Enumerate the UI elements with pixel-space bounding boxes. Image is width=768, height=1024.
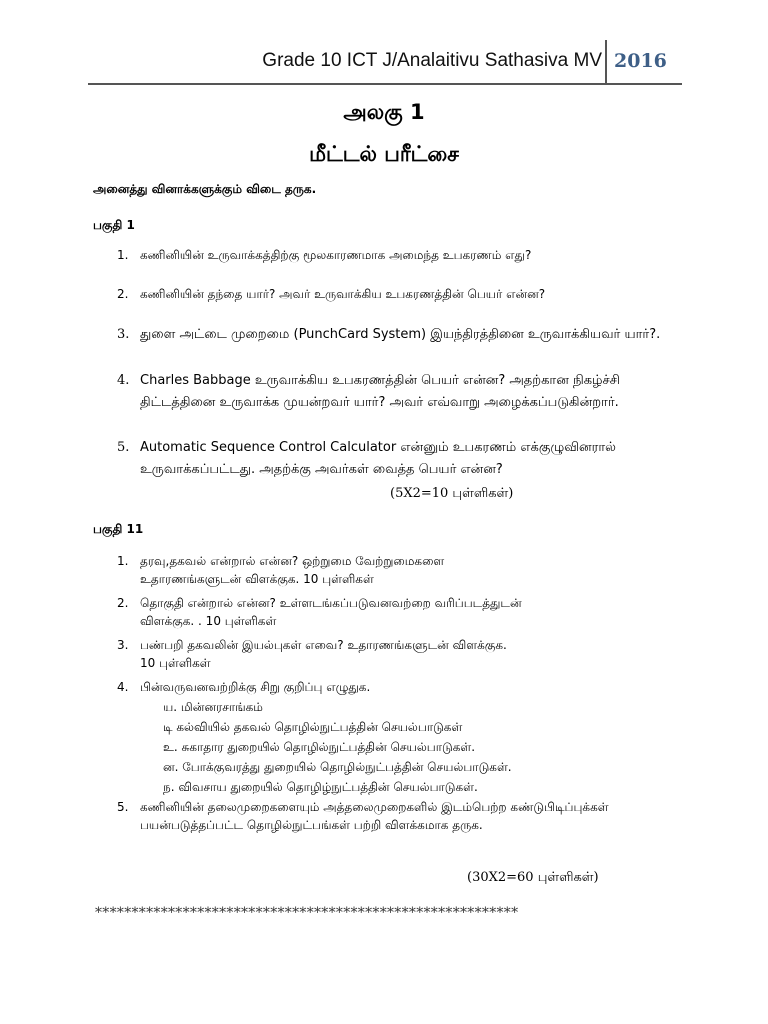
question-line: தரவு,தகவல் என்றால் என்ன? ஒற்றுமை வேற்றுமைகளை bbox=[140, 554, 445, 568]
footer-stars: ********************************************************** bbox=[95, 905, 519, 921]
section2-marks: (30X2=60 புள்ளிகள்) bbox=[467, 870, 599, 885]
section1-question-1 bbox=[117, 246, 677, 264]
header-title: Grade 10 ICT J/Analaitivu Sathasiva MV bbox=[262, 50, 602, 71]
subitem: உ. சுகாதார துறையில் தொழில்நுட்பத்தின் செயல்பாடுகள். bbox=[163, 740, 476, 754]
question-line: பின்வருவனவற்றிக்கு சிறு குறிப்பு எழுதுக. bbox=[140, 680, 371, 694]
header-rule bbox=[88, 83, 682, 85]
subitem: ந. விவசாய துறையில் தொழிழ்நுட்பத்தின் செயல்பாடுகள். bbox=[163, 780, 478, 794]
section2-question-1 bbox=[117, 552, 677, 588]
question-number: 1. bbox=[117, 248, 129, 262]
subitem: டி கல்வியில் தகவல் தொழில்நுட்பத்தின் செயல்பாடுகள் bbox=[163, 720, 463, 734]
question-line: விளக்குக. . 10 புள்ளிகள் bbox=[140, 614, 277, 628]
question-number: 4. bbox=[117, 373, 130, 388]
question-line: உதாரணங்களுடன் விளக்குக. 10 புள்ளிகள் bbox=[140, 572, 374, 586]
question-number: 5. bbox=[117, 440, 130, 455]
section2-label: பகுதி 11 bbox=[93, 522, 144, 536]
question-text: கணினியின் தந்தை யார்? அவர் உருவாக்கிய உபகரணத்தின் பெயர் என்ன? bbox=[140, 287, 546, 301]
header-year: 2016 bbox=[614, 50, 667, 72]
section2-question-4 bbox=[117, 678, 677, 696]
question-line: தொகுதி என்றால் என்ன? உள்ளடங்கப்படுவனவற்றை வரிப்படத்துடன் bbox=[140, 596, 522, 610]
section1-question-4 bbox=[117, 370, 677, 414]
instruction: அனைத்து வினாக்களுக்கும் விடை தருக. bbox=[93, 182, 317, 196]
question-text: துளை அட்டை முறைமை (PunchCard System) இயந்திரத்தினை உருவாக்கியவர் யார்?. bbox=[140, 327, 661, 342]
subitem: ன. போக்குவரத்து துறையில் தொழில்நுட்பத்தின் செயல்பாடுகள். bbox=[163, 760, 512, 774]
section1-question-3 bbox=[117, 324, 677, 346]
question-number: 3. bbox=[117, 327, 130, 342]
question-text: கணினியின் உருவாக்கத்திற்கு மூலகாரணமாக அமைந்த உபகரணம் எது? bbox=[140, 248, 532, 262]
question-number: 5. bbox=[117, 800, 129, 814]
subitem: ய. மின்னரசாங்கம் bbox=[163, 700, 263, 714]
section1-question-5 bbox=[117, 437, 677, 481]
unit-title: அலகு 1 bbox=[343, 100, 425, 124]
unit-subtitle: மீட்டல் பரீட்சை bbox=[309, 142, 459, 166]
question-number: 2. bbox=[117, 287, 129, 301]
question-number: 2. bbox=[117, 596, 129, 610]
question-number: 1. bbox=[117, 554, 129, 568]
page-header bbox=[0, 40, 768, 84]
section1-marks: (5X2=10 புள்ளிகள்) bbox=[390, 486, 514, 501]
section2-question-2 bbox=[117, 594, 677, 630]
section1-question-2 bbox=[117, 285, 677, 303]
question-number: 4. bbox=[117, 680, 129, 694]
question-line: கணினியின் தலைமுறைகளையும் அத்தலைமுறைகளில் இடம்பெற்ற கண்டுபிடிப்புக்கள் பயன்படுத்தப்பட்ட தொழில்நுட்பங்கள் பற்றி விளக்கமாக தருக. bbox=[140, 800, 609, 832]
question-line: பண்பறி தகவலின் இயல்புகள் எவை? உதாரணங்களுடன் விளக்குக. bbox=[140, 638, 507, 652]
question-text: Automatic Sequence Control Calculator என்னும் உபகரணம் எக்குழுவினரால் உருவாக்கப்பட்டது. அதற்க்கு அவர்கள் வைத்த பெயர் என்ன? bbox=[140, 440, 616, 477]
section1-label: பகுதி 1 bbox=[93, 218, 135, 232]
section2-question-5 bbox=[117, 798, 677, 834]
question-line: 10 புள்ளிகள் bbox=[140, 656, 211, 670]
question-text: Charles Babbage உருவாக்கிய உபகரணத்தின் பெயர் என்ன? அதற்கான நிகழ்ச்சி திட்டத்தினை உருவாக்க முயன்றவர் யார்? அவர் எவ்வாறு அழைக்கப்படுகின்றார். bbox=[140, 373, 620, 410]
header-divider bbox=[605, 40, 607, 84]
question-number: 3. bbox=[117, 638, 129, 652]
section2-question-3 bbox=[117, 636, 677, 672]
